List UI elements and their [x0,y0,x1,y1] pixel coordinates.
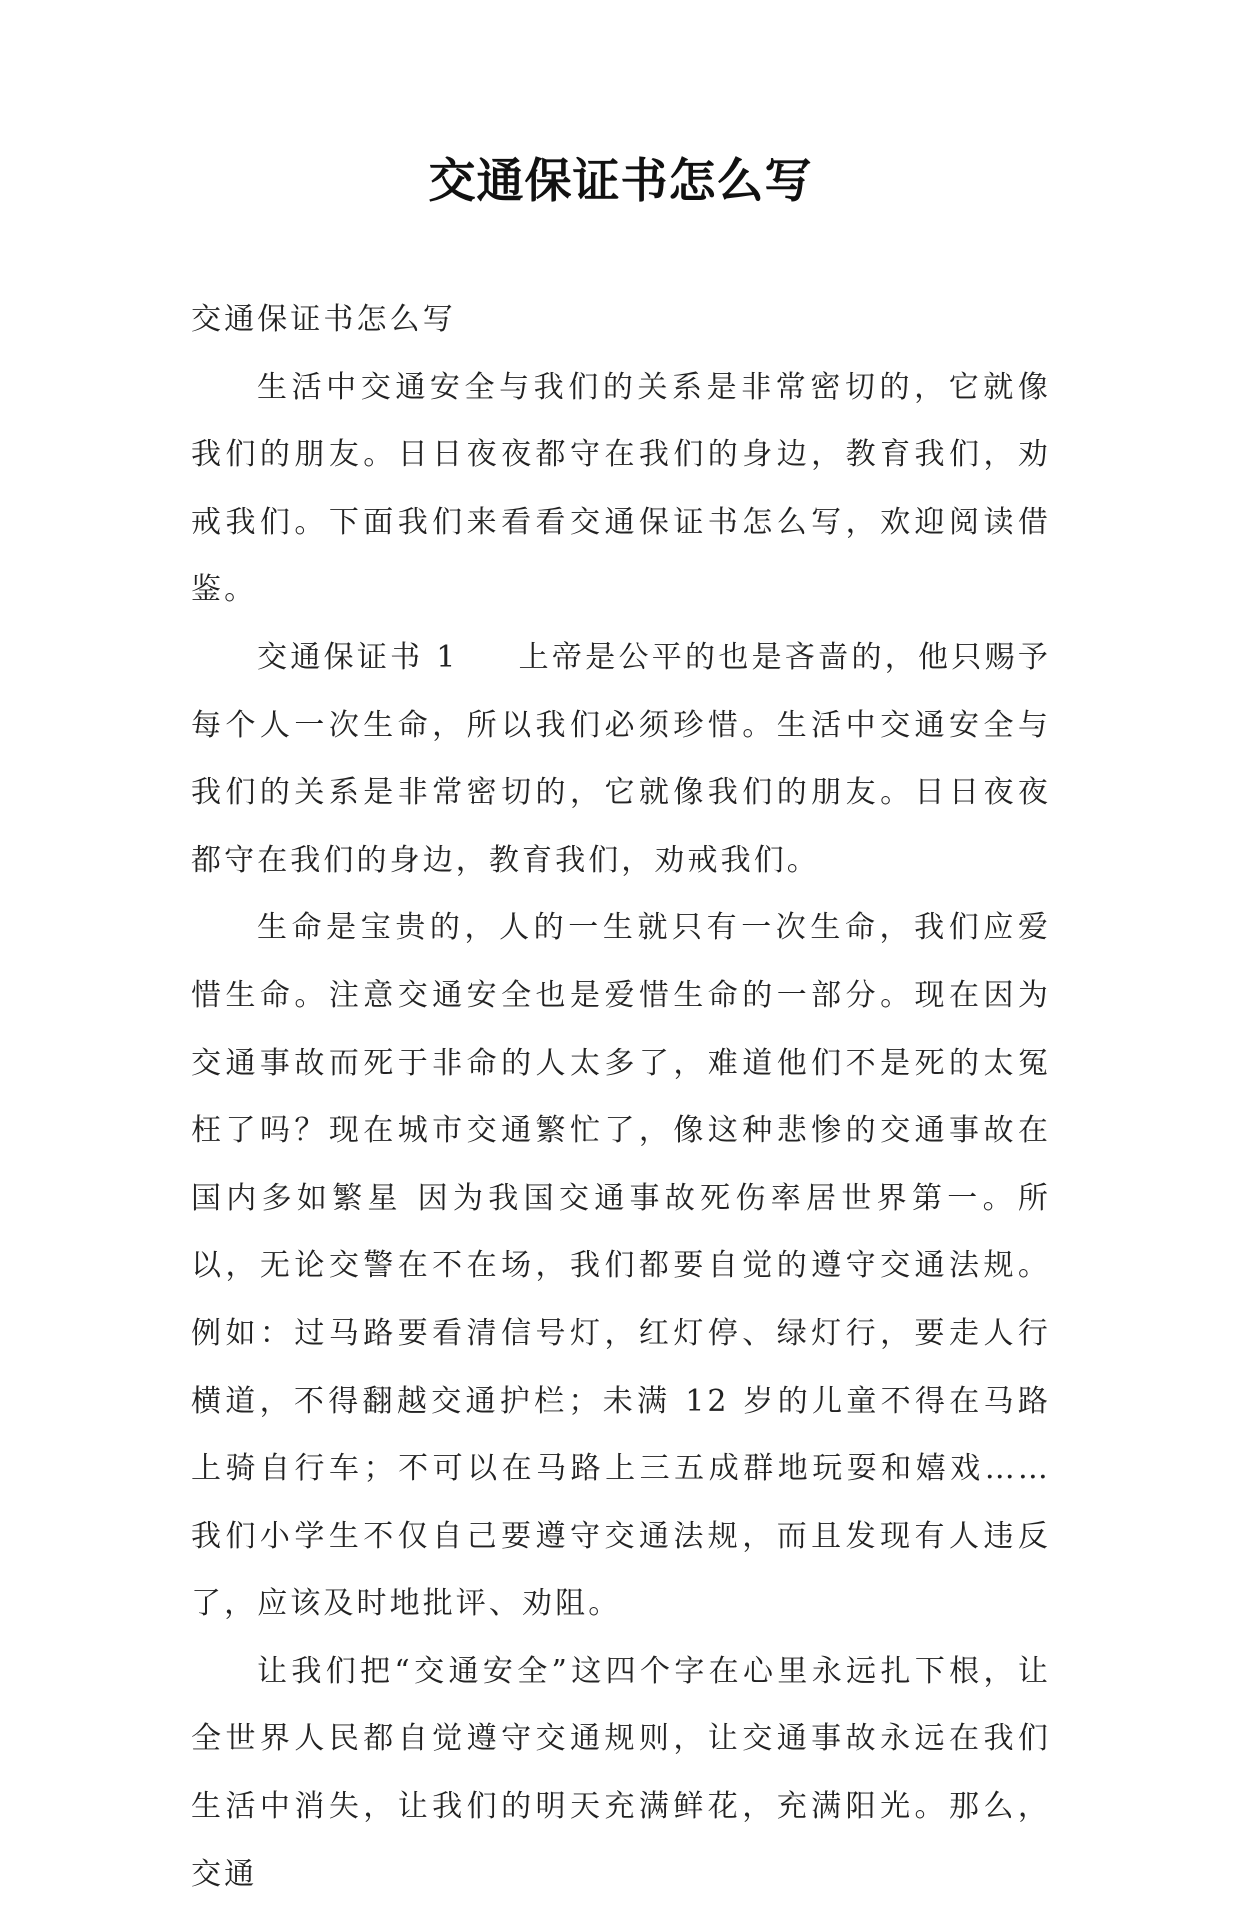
document-subtitle: 交通保证书怎么写 [191,302,456,337]
document-body [191,286,1051,1908]
section1-heading: 交通保证书 1 [257,639,459,675]
intro-paragraph: 生活中交通安全与我们的关系是非常密切的，它就像我们的朋友。日日夜夜都守在我们的身边，教育我们，劝戒我们。下面我们来看看交通保证书怎么写，欢迎阅读借鉴。 [191,369,1051,608]
closing-paragraph: 让我们把“交通安全”这四个字在心里永远扎下根，让全世界人民都自觉遵守交通规则，让交通事故永远在我们生活中消失，让我们的明天充满鲜花，充满阳光。那么，交通 [191,1653,1051,1892]
document-title: 交通保证书怎么写 [428,154,813,209]
life-paragraph: 生命是宝贵的，人的一生就只有一次生命，我们应爱惜生命。注意交通安全也是爱惜生命的一部分。现在因为交通事故而死于非命的人太多了，难道他们不是死的太冤枉了吗？现在城市交通繁忙了，像这种悲惨的交通事故在国内多如繁星 因为我国交通事故死伤率居世界第一。所以，无论交警在不在场，我们都要自觉的遵守交通法规。例如：过马路要看清信号灯，红灯停、绿灯行，要走人行横道，不得翻越交通护栏；未满 12 岁的儿童不得在马路上骑自行车；不可以在马路上三五成群地玩耍和嬉戏……我们小学生不仅自己要遵守交通法规，而且发现有人违反了，应该及时地批评、劝阻。 [191,910,1051,1622]
section1-paragraph [191,624,1051,894]
section1-text: 上帝是公平的也是吝啬的，他只赐予每个人一次生命，所以我们必须珍惜。生活中交通安全与我们的关系是非常密切的，它就像我们的朋友。日日夜夜都守在我们的身边，教育我们，劝戒我们。 [191,639,1051,878]
